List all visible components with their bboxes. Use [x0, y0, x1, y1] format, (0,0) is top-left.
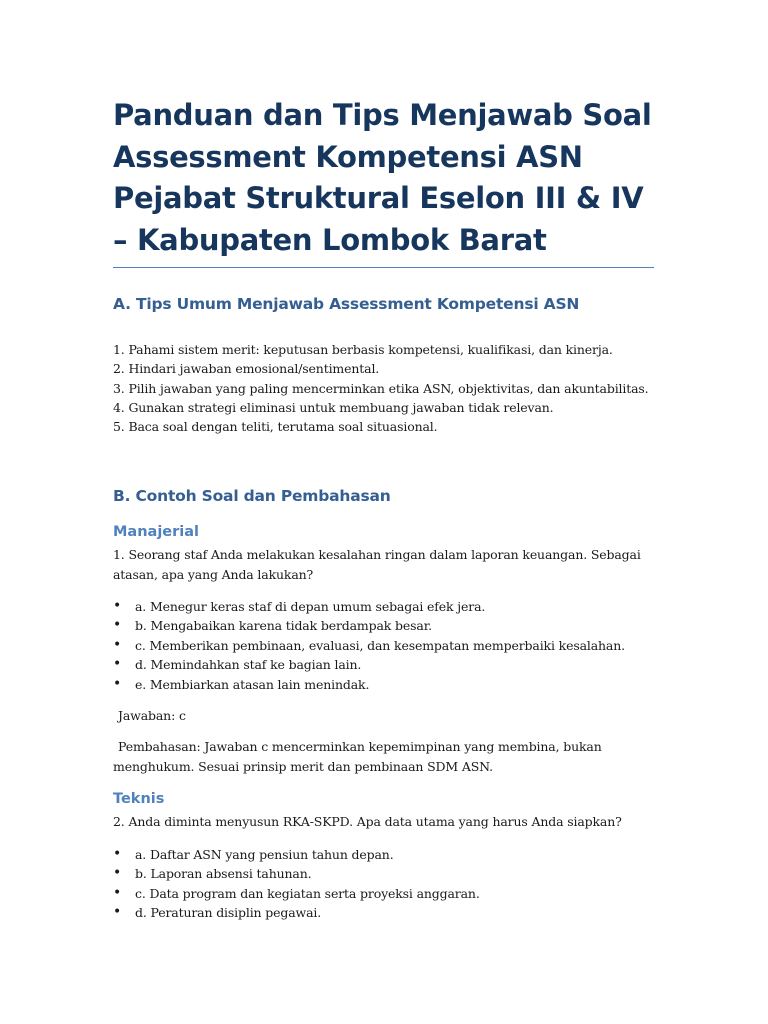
tip-item: 4. Gunakan strategi eliminasi untuk membuang jawaban tidak relevan.	[113, 399, 554, 415]
manajerial-options	[113, 597, 658, 694]
option-text: a. Daftar ASN yang pensiun tahun depan.	[135, 847, 394, 862]
option-text: b. Mengabaikan karena tidak berdampak besar.	[135, 618, 432, 634]
option-item	[113, 616, 658, 635]
option-text: b. Laporan absensi tahunan.	[135, 866, 312, 882]
bullet-icon: •	[113, 636, 122, 653]
option-item	[113, 675, 658, 694]
bullet-icon: •	[113, 904, 122, 921]
manajerial-answer: Jawaban: c	[118, 708, 186, 723]
bullet-icon: •	[113, 884, 122, 901]
tips-list	[113, 340, 658, 436]
option-text: d. Peraturan disiplin pegawai.	[135, 905, 322, 921]
bullet-icon: •	[113, 617, 122, 634]
section-a-heading: A. Tips Umum Menjawab Assessment Kompetensi ASN	[113, 295, 580, 313]
option-item	[113, 655, 658, 674]
option-item	[113, 845, 658, 864]
option-text: a. Menegur keras staf di depan umum sebagai efek jera.	[135, 599, 486, 614]
bullet-icon: •	[113, 656, 122, 673]
document-content	[113, 95, 658, 921]
option-item	[113, 903, 658, 922]
option-text: c. Data program dan kegiatan serta proyeksi anggaran.	[135, 885, 480, 901]
option-text: c. Memberikan pembinaan, evaluasi, dan kesempatan memperbaiki kesalahan.	[135, 637, 625, 653]
bullet-icon: •	[113, 675, 122, 692]
option-item	[113, 636, 658, 655]
bullet-icon: •	[113, 865, 122, 882]
manajerial-heading: Manajerial	[113, 524, 200, 540]
teknis-heading: Teknis	[113, 791, 165, 807]
option-item	[113, 597, 658, 616]
tip-item: 1. Pahami sistem merit: keputusan berbasis kompetensi, kualifikasi, dan kinerja.	[113, 342, 613, 357]
tip-item: 5. Baca soal dengan teliti, terutama soal situasional.	[113, 419, 438, 435]
bullet-icon: •	[113, 846, 122, 862]
option-item	[113, 864, 658, 883]
manajerial-question: 1. Seorang staf Anda melakukan kesalahan ringan dalam laporan keuangan. Sebagai atasan, apa yang Anda lakukan?	[113, 547, 641, 582]
option-item	[113, 884, 658, 903]
section-b-heading: B. Contoh Soal dan Pembahasan	[113, 487, 391, 505]
tip-item: 3. Pilih jawaban yang paling mencerminkan etika ASN, objektivitas, dan akuntabilitas.	[113, 380, 649, 396]
teknis-question: 2. Anda diminta menyusun RKA-SKPD. Apa data utama yang harus Anda siapkan?	[113, 814, 622, 829]
bullet-icon: •	[113, 598, 122, 614]
option-text: e. Membiarkan atasan lain menindak.	[135, 676, 370, 692]
document-title: Panduan dan Tips Menjawab Soal Assessment Kompetensi ASN Pejabat Struktural Eselon III & IV – Kabupaten Lombok Barat	[113, 95, 654, 268]
teknis-options	[113, 845, 658, 923]
option-text: d. Memindahkan staf ke bagian lain.	[135, 657, 362, 673]
tip-item: 2. Hindari jawaban emosional/sentimental.	[113, 361, 380, 377]
manajerial-discussion: Pembahasan: Jawaban c mencerminkan kepemimpinan yang membina, bukan menghukum. Sesuai prinsip merit dan pembinaan SDM ASN.	[113, 739, 602, 774]
